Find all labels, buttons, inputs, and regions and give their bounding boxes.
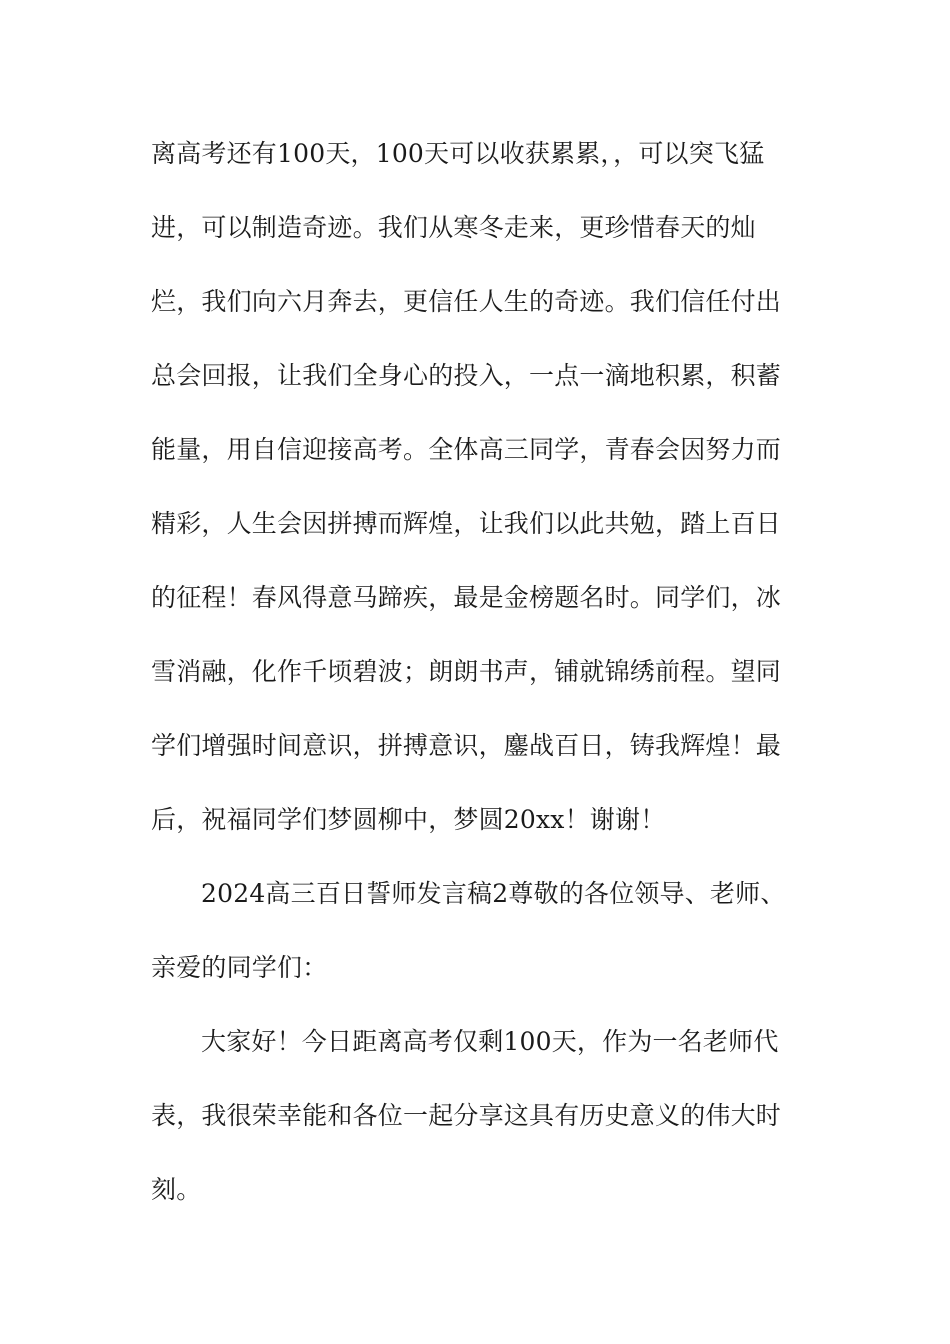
text-line: 后，祝福同学们梦圆柳中，梦圆20xx！谢谢！ [151, 805, 666, 834]
text-line: 的征程！春风得意马蹄疾，最是金榜题名时。同学们，冰 [151, 583, 782, 612]
text-line: 刻。 [151, 1175, 202, 1204]
text-line: 学们增强时间意识，拼搏意识，鏖战百日，铸我辉煌！最 [151, 731, 782, 760]
text-line: 精彩，人生会因拼搏而辉煌，让我们以此共勉，踏上百日 [151, 509, 782, 538]
text-line: 大家好！今日距离高考仅剩100天，作为一名老师代 [201, 1027, 779, 1056]
speech-title-line: 2024高三百日誓师发言稿2尊敬的各位领导、老师、 [201, 879, 786, 908]
text-line: 能量，用自信迎接高考。全体高三同学，青春会因努力而 [151, 435, 782, 464]
text-line: 烂，我们向六月奔去，更信任人生的奇迹。我们信任付出 [151, 287, 782, 316]
document-body [151, 117, 791, 1227]
text-line: 雪消融，化作千顷碧波；朗朗书声，铺就锦绣前程。望同 [151, 657, 782, 686]
text-line: 离高考还有100天，100天可以收获累累，，可以突飞猛 [151, 139, 765, 168]
text-line: 进，可以制造奇迹。我们从寒冬走来，更珍惜春天的灿 [151, 213, 756, 242]
text-line: 总会回报，让我们全身心的投入，一点一滴地积累，积蓄 [151, 361, 782, 390]
text-line: 表，我很荣幸能和各位一起分享这具有历史意义的伟大时 [151, 1101, 782, 1130]
text-line: 亲爱的同学们： [151, 953, 328, 982]
